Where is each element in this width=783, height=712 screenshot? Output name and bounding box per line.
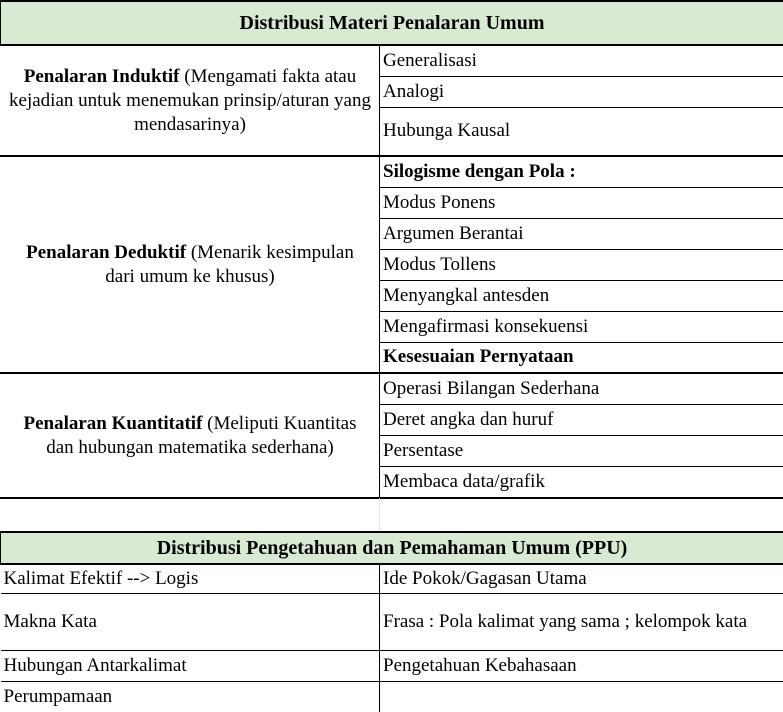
ppu-cell-right: Pengetahuan Kebahasaan: [380, 650, 783, 681]
category-name: Penalaran Kuantitatif: [23, 413, 202, 434]
ppu-cell-right: Frasa : Pola kalimat yang sama ; kelompok kata: [380, 593, 783, 650]
topic-item: Modus Ponens: [380, 187, 783, 218]
category-desc: (Mengamati fakta atau kejadian untuk menemukan prinsip/aturan yang mendasarinya): [9, 66, 371, 135]
topic-item: Argumen Berantai: [380, 218, 783, 249]
topic-item: Membaca data/grafik: [380, 466, 783, 498]
category-desc: (Menarik kesimpulan dari umum ke khusus): [105, 242, 354, 287]
ppu-cell-right: [380, 681, 783, 712]
ppu-table: [0, 531, 783, 712]
topic-item: Menyangkal antesden: [380, 280, 783, 311]
topic-item: Deret angka dan huruf: [380, 404, 783, 435]
category-kuantitatif: [1, 373, 380, 498]
topic-item: Persentase: [380, 435, 783, 466]
penalaran-umum-title: Distribusi Materi Penalaran Umum: [1, 1, 783, 45]
ppu-cell-left: Kalimat Efektif --> Logis: [1, 564, 380, 593]
ppu-cell-left: Perumpamaan: [1, 681, 380, 712]
topic-item: Hubunga Kausal: [380, 107, 783, 156]
ppu-title: Distribusi Pengetahuan dan Pemahaman Umum (PPU): [1, 532, 783, 564]
topic-item: Modus Tollens: [380, 249, 783, 280]
ppu-cell-left: Hubungan Antarkalimat: [1, 650, 380, 681]
topic-item: Operasi Bilangan Sederhana: [380, 373, 783, 404]
table-gap: [0, 498, 783, 531]
category-induktif: [1, 45, 380, 156]
ppu-cell-right: Ide Pokok/Gagasan Utama: [380, 564, 783, 593]
topic-heading: Kesesuaian Pernyataan: [380, 342, 783, 373]
category-deduktif: [1, 156, 380, 373]
category-name: Penalaran Induktif: [24, 66, 180, 87]
topic-item: Analogi: [380, 76, 783, 107]
category-desc: (Meliputi Kuantitas dan hubungan matematika sederhana): [46, 413, 356, 458]
topic-heading: Silogisme dengan Pola :: [380, 156, 783, 187]
topic-item: Generalisasi: [380, 45, 783, 76]
topic-item: Mengafirmasi konsekuensi: [380, 311, 783, 342]
ppu-cell-left: Makna Kata: [1, 593, 380, 650]
category-name: Penalaran Deduktif: [26, 242, 186, 263]
